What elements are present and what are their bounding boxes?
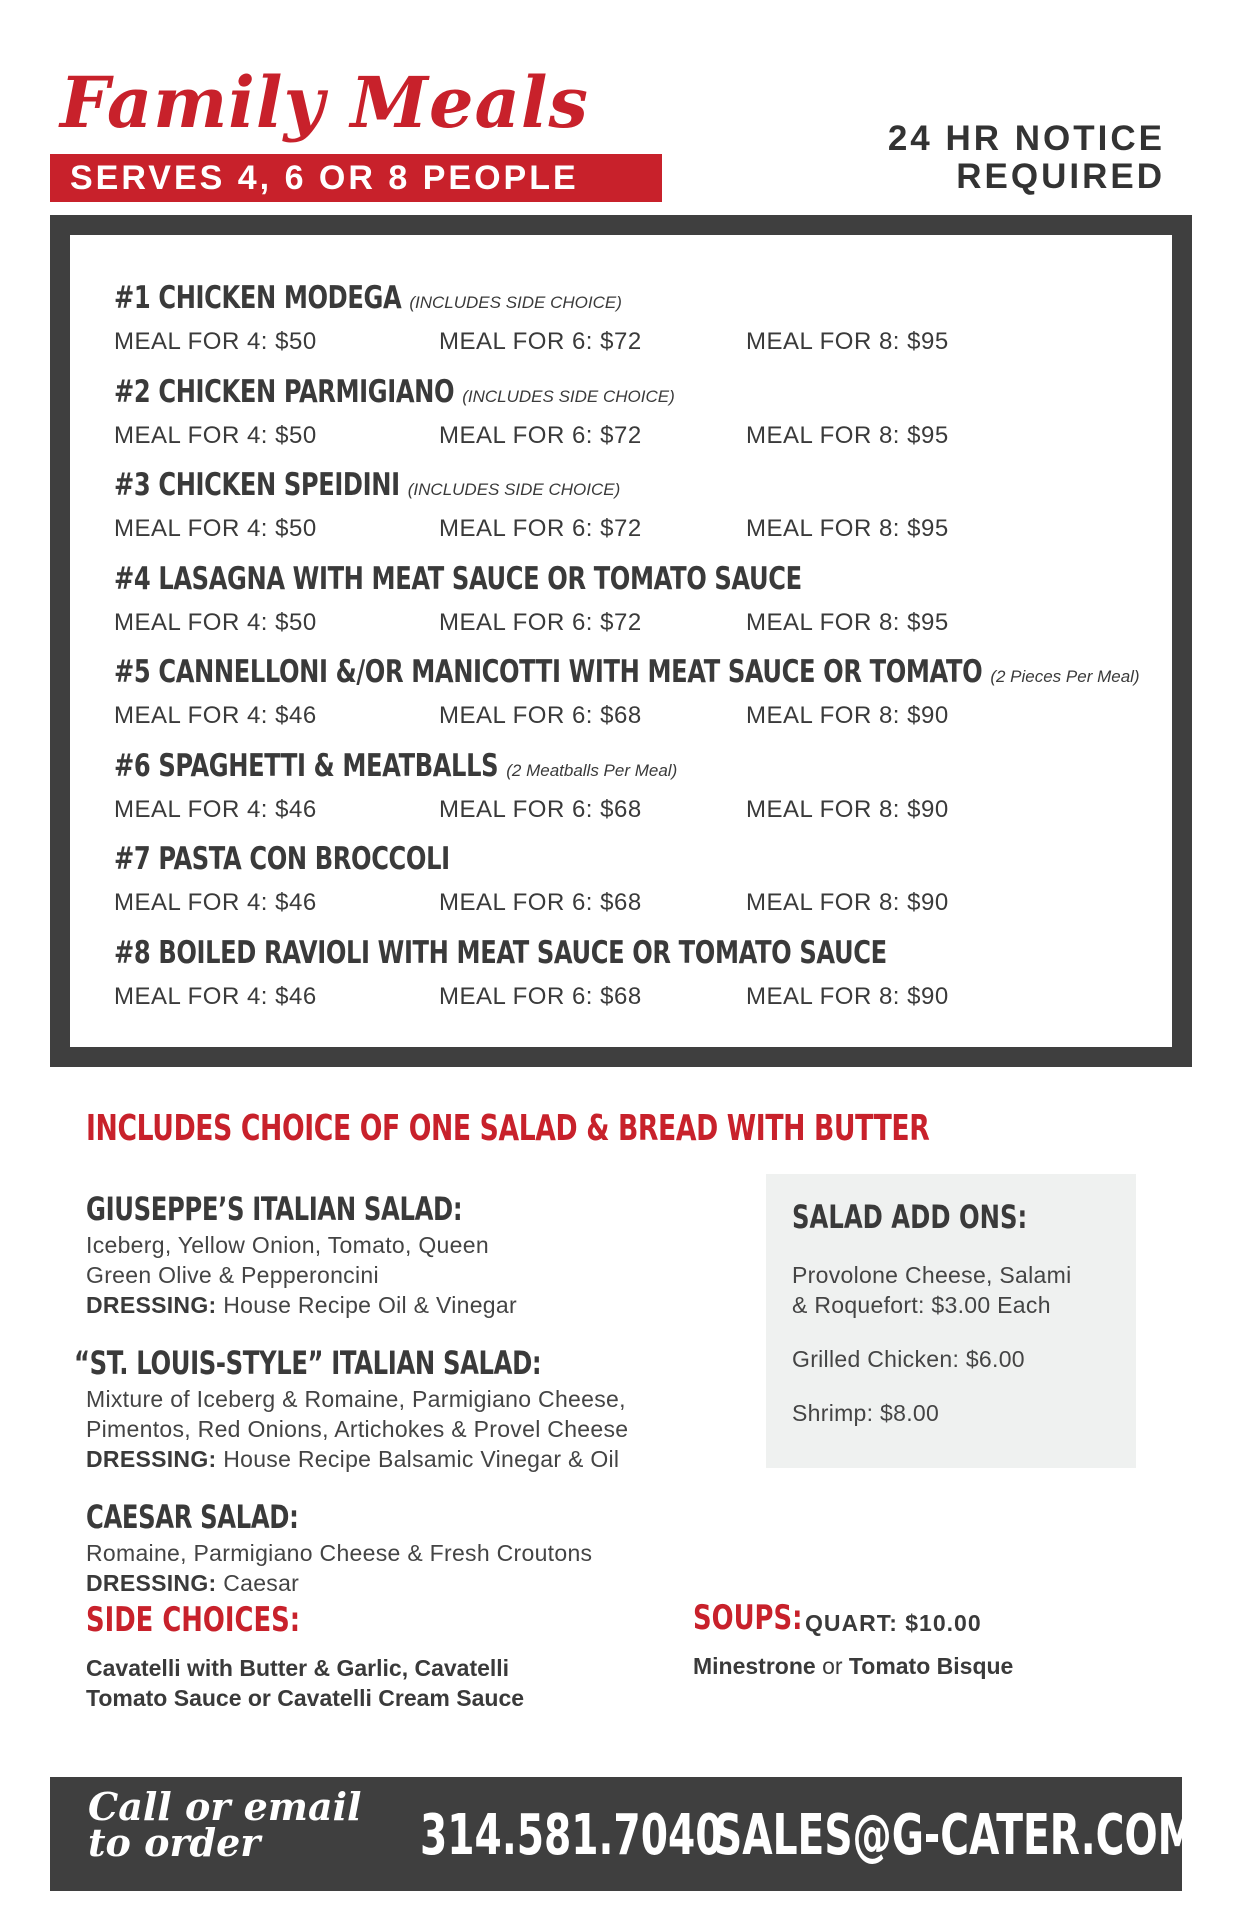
meal-price-8: MEAL FOR 8: $95 <box>746 328 949 355</box>
meal-item <box>114 841 949 919</box>
includes-heading: INCLUDES CHOICE OF ONE SALAD & BREAD WITH BUTTER <box>86 1108 930 1149</box>
side-choices-text <box>86 1653 524 1713</box>
meal-prices <box>114 795 949 826</box>
side-choices-title: SIDE CHOICES: <box>86 1600 301 1640</box>
salad-desc: Romaine, Parmigiano Cheese & Fresh Croutons <box>86 1540 593 1566</box>
meal-price-8: MEAL FOR 8: $90 <box>746 795 949 823</box>
meal-name: #4 LASAGNA WITH MEAT SAUCE OR TOMATO SAUCE <box>114 560 802 597</box>
salad-desc: Mixture of Iceberg & Romaine, Parmigiano Cheese, <box>86 1386 626 1412</box>
meal-price-4: MEAL FOR 4: $46 <box>114 702 317 729</box>
meal-price-8: MEAL FOR 8: $90 <box>746 889 949 916</box>
side-line: Cavatelli with Butter & Garlic, Cavatelli <box>86 1655 510 1681</box>
notice-line-2: REQUIRED <box>956 157 1165 196</box>
meal-name: #6 SPAGHETTI & MEATBALLS <box>114 747 499 784</box>
addon-item: Provolone Cheese, Salami <box>792 1262 1072 1288</box>
email-link[interactable]: SALES@G-CATER.COM <box>714 1803 1197 1868</box>
meal-prices <box>114 609 996 639</box>
meal-price-6: MEAL FOR 6: $68 <box>439 982 642 1010</box>
dressing-value: House Recipe Oil & Vinegar <box>216 1292 517 1318</box>
addon-item: & Roquefort: $3.00 Each <box>792 1292 1051 1318</box>
meal-note: (INCLUDES SIDE CHOICE) <box>407 480 621 499</box>
meal-price-4: MEAL FOR 4: $46 <box>114 982 317 1010</box>
meal-price-6: MEAL FOR 6: $68 <box>439 702 642 729</box>
meal-price-6: MEAL FOR 6: $72 <box>439 515 642 542</box>
addon-item: Shrimp: $8.00 <box>792 1400 940 1426</box>
meal-price-8: MEAL FOR 8: $90 <box>746 982 949 1010</box>
dressing-label: DRESSING: <box>86 1570 217 1596</box>
meal-price-4: MEAL FOR 4: $50 <box>114 421 317 449</box>
meal-name: #2 CHICKEN PARMIGIANO <box>114 373 455 410</box>
meal-name: #5 CANNELLONI &/OR MANICOTTI WITH MEAT SAUCE OR TOMATO <box>114 654 983 690</box>
salad-title: GIUSEPPE’S ITALIAN SALAD: <box>86 1190 463 1228</box>
meal-item <box>114 654 1140 732</box>
meal-item <box>114 373 949 452</box>
side-line: Tomato Sauce or Cavatelli Cream Sauce <box>86 1685 525 1711</box>
meal-name: #1 CHICKEN MODEGA <box>114 280 402 316</box>
meal-price-4: MEAL FOR 4: $46 <box>114 889 317 916</box>
meal-prices <box>114 889 949 919</box>
meal-name-row <box>114 374 675 420</box>
call-line-2: to order <box>88 1820 261 1865</box>
dressing-label: DRESSING: <box>86 1446 217 1472</box>
dressing-value: House Recipe Balsamic Vinegar & Oil <box>216 1446 620 1472</box>
addons-title: SALAD ADD ONS: <box>792 1198 1028 1236</box>
meal-name: #3 CHICKEN SPEIDINI <box>114 467 400 503</box>
soups-price: QUART: $10.00 <box>805 1610 982 1636</box>
meal-name-row <box>114 935 1105 981</box>
page-title: Family Meals <box>60 61 589 144</box>
meal-item <box>114 467 949 545</box>
soups-title: SOUPS: <box>693 1598 803 1638</box>
salad-desc: Iceberg, Yellow Onion, Tomato, Queen <box>86 1232 489 1258</box>
meal-item <box>114 280 949 358</box>
meal-item <box>114 561 996 639</box>
salad-stlouis <box>74 1344 689 1474</box>
salad-giuseppe <box>86 1190 581 1320</box>
dressing-label: DRESSING: <box>86 1292 217 1318</box>
notice-line-1: 24 HR NOTICE <box>887 119 1165 158</box>
meal-price-8: MEAL FOR 8: $90 <box>746 702 949 729</box>
soups-text <box>693 1653 1013 1680</box>
meal-prices <box>114 702 1140 732</box>
salad-dressing <box>86 1444 689 1474</box>
meal-price-4: MEAL FOR 4: $46 <box>114 795 317 823</box>
meal-prices <box>114 515 949 545</box>
meal-prices <box>114 983 1105 1013</box>
salad-desc: Pimentos, Red Onions, Artichokes & Provel Cheese <box>86 1416 629 1442</box>
phone-link[interactable]: 314.581.7040 <box>420 1803 723 1868</box>
addon-item: Grilled Chicken: $6.00 <box>792 1346 1025 1372</box>
salad-dressing <box>86 1568 592 1598</box>
salad-title: “ST. LOUIS-STYLE” ITALIAN SALAD: <box>74 1344 542 1382</box>
meal-note: (INCLUDES SIDE CHOICE) <box>409 293 622 312</box>
meal-price-4: MEAL FOR 4: $50 <box>114 608 317 636</box>
meal-price-6: MEAL FOR 6: $68 <box>439 795 642 823</box>
meal-price-8: MEAL FOR 8: $95 <box>746 515 949 542</box>
meal-name-row <box>114 467 620 513</box>
meal-name-row <box>114 654 1140 700</box>
salad-dressing <box>86 1290 581 1320</box>
call-line-1: Call or email <box>88 1784 362 1829</box>
soup-or: or <box>815 1653 849 1679</box>
meal-name-row <box>114 561 996 607</box>
meal-item <box>114 747 949 826</box>
salad-title: CAESAR SALAD: <box>86 1498 299 1536</box>
meal-name: #7 PASTA CON BROCCOLI <box>114 841 450 877</box>
salad-addons-box <box>766 1174 1136 1468</box>
meal-note: (2 Pieces Per Meal) <box>990 667 1140 686</box>
meal-price-6: MEAL FOR 6: $72 <box>439 608 642 636</box>
meal-name: #8 BOILED RAVIOLI WITH MEAT SAUCE OR TOMATO SAUCE <box>114 934 887 971</box>
meal-price-6: MEAL FOR 6: $72 <box>439 328 642 355</box>
call-to-order-text <box>88 1784 362 1865</box>
meal-price-4: MEAL FOR 4: $50 <box>114 515 317 542</box>
meal-note: (INCLUDES SIDE CHOICE) <box>462 386 675 406</box>
footer-bar <box>50 1777 1197 1891</box>
serves-banner: SERVES 4, 6 OR 8 PEOPLE <box>50 154 662 202</box>
meal-price-6: MEAL FOR 6: $72 <box>439 421 642 449</box>
salad-desc: Green Olive & Pepperoncini <box>86 1262 379 1288</box>
meal-note: (2 Meatballs Per Meal) <box>506 760 678 780</box>
meal-name-row <box>114 280 622 326</box>
meal-item <box>114 935 1105 1013</box>
meal-prices <box>114 328 949 358</box>
salad-caesar <box>86 1498 592 1598</box>
meal-prices <box>114 421 949 452</box>
meal-name-row <box>114 841 544 887</box>
meal-price-8: MEAL FOR 8: $95 <box>746 421 949 449</box>
dressing-value: Caesar <box>216 1570 300 1596</box>
meal-price-4: MEAL FOR 4: $50 <box>114 328 317 355</box>
meal-price-6: MEAL FOR 6: $68 <box>439 889 642 916</box>
meal-name-row <box>114 748 677 794</box>
soup-item: Minestrone <box>693 1653 816 1679</box>
soup-item: Tomato Bisque <box>848 1653 1014 1679</box>
meal-price-8: MEAL FOR 8: $95 <box>746 608 949 636</box>
notice-text <box>888 120 1165 196</box>
